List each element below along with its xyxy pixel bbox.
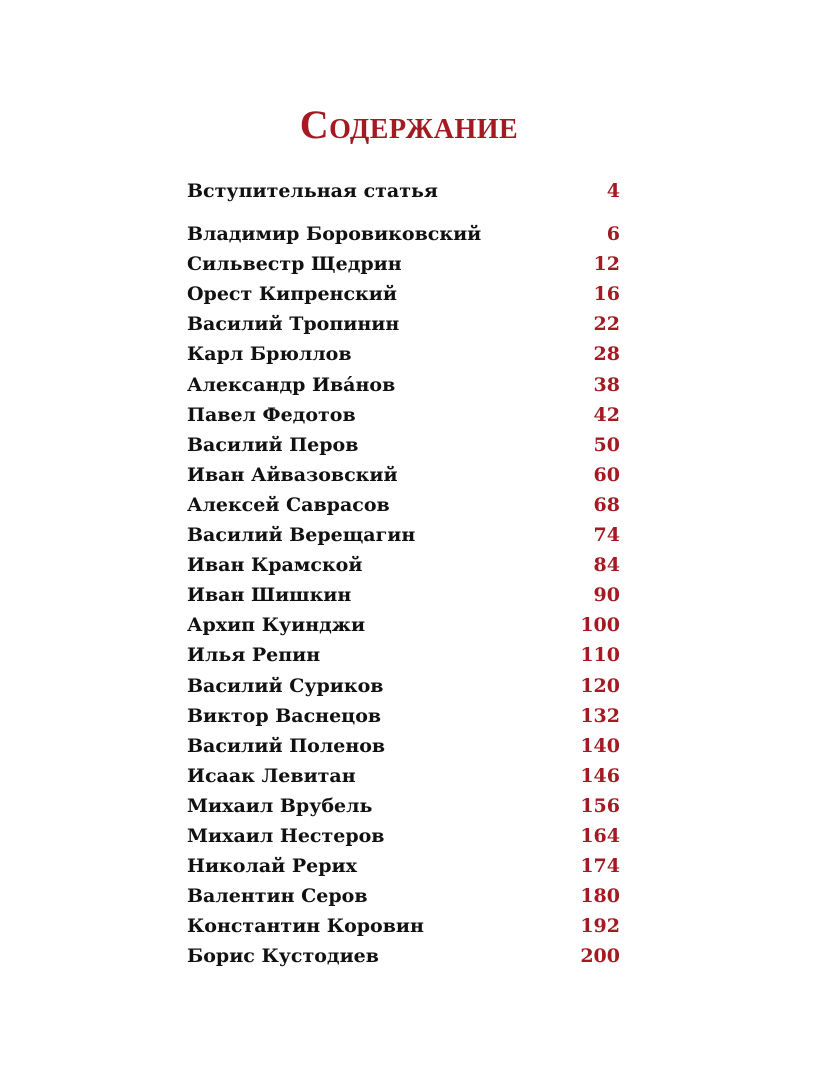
toc-entry-title: Борис Кустодиев <box>187 945 379 968</box>
toc-entry-page-number: 156 <box>580 794 620 817</box>
toc-entry-title: Илья Репин <box>187 644 321 667</box>
toc-entry-page-number: 16 <box>593 283 620 306</box>
toc-entry[interactable] <box>187 851 620 881</box>
toc-entry-page-number: 140 <box>580 734 620 757</box>
toc-entry-page-number: 164 <box>580 824 620 847</box>
toc-entry[interactable] <box>187 370 620 400</box>
toc-entry-title: Василий Тропинин <box>187 313 400 336</box>
toc-entry[interactable] <box>187 430 620 460</box>
toc-entry[interactable] <box>187 309 620 339</box>
toc-entry[interactable] <box>187 791 620 821</box>
toc-entry-title: Вступительная статья <box>187 180 438 202</box>
toc-entry-page-number: 42 <box>593 403 620 426</box>
toc-entry[interactable] <box>187 550 620 580</box>
toc-entry-title: Василий Суриков <box>187 674 384 697</box>
toc-entry-page-number: 50 <box>593 433 620 456</box>
toc-entry-page-number: 110 <box>580 644 620 667</box>
toc-entry[interactable] <box>187 339 620 369</box>
toc-entry[interactable] <box>187 460 620 490</box>
toc-entry-title: Исаак Левитан <box>187 764 356 787</box>
table-of-contents <box>187 176 620 971</box>
toc-entry[interactable] <box>187 821 620 851</box>
toc-entry[interactable] <box>187 731 620 761</box>
toc-entry-page-number: 192 <box>580 915 620 938</box>
page-title: Содержание <box>299 102 519 147</box>
toc-entry[interactable] <box>187 701 620 731</box>
toc-entry-title: Иван Крамской <box>187 554 363 577</box>
toc-entry[interactable] <box>187 941 620 971</box>
toc-entry[interactable] <box>187 400 620 430</box>
toc-entry-title: Василий Верещагин <box>187 524 416 547</box>
toc-entry[interactable] <box>187 219 620 249</box>
toc-entry-title: Виктор Васнецов <box>187 704 382 727</box>
toc-entry-title: Сильвестр Щедрин <box>187 253 402 276</box>
toc-entry-title: Николай Рерих <box>187 855 357 878</box>
toc-entry[interactable] <box>187 520 620 550</box>
toc-entry[interactable] <box>187 671 620 701</box>
toc-entry-page-number: 60 <box>593 463 620 486</box>
toc-entry[interactable] <box>187 640 620 670</box>
toc-entry-title: Василий Перов <box>187 433 359 456</box>
toc-entry-title: Михаил Врубель <box>187 794 373 817</box>
toc-entry-page-number: 22 <box>593 313 620 336</box>
toc-entry-title: Василий Поленов <box>187 734 386 757</box>
toc-entry-page-number: 38 <box>593 373 620 396</box>
toc-entry-page-number: 68 <box>593 493 620 516</box>
toc-entry-title: Владимир Боровиковский <box>187 223 482 246</box>
toc-entry-page-number: 4 <box>606 180 620 202</box>
toc-entry-title: Орест Кипренский <box>187 283 397 306</box>
toc-entry-title: Михаил Нестеров <box>187 824 385 847</box>
toc-entry-title: Павел Федотов <box>187 403 356 426</box>
toc-entry-page-number: 174 <box>580 855 620 878</box>
toc-entry[interactable] <box>187 279 620 309</box>
toc-entry-page-number: 120 <box>580 674 620 697</box>
toc-entry-page-number: 84 <box>593 554 620 577</box>
toc-entry-page-number: 28 <box>593 343 620 366</box>
toc-entry[interactable] <box>187 490 620 520</box>
toc-entry[interactable] <box>187 911 620 941</box>
toc-entry-page-number: 12 <box>593 253 620 276</box>
toc-entry[interactable] <box>187 761 620 791</box>
toc-entry-page-number: 90 <box>593 584 620 607</box>
toc-entry[interactable] <box>187 580 620 610</box>
toc-entry-title: Константин Коровин <box>187 915 424 938</box>
toc-entry-page-number: 6 <box>606 223 620 246</box>
toc-entry-page-number: 180 <box>580 885 620 908</box>
toc-entry-page-number: 200 <box>580 945 620 968</box>
toc-entry-title: Валентин Серов <box>187 885 368 908</box>
toc-entry[interactable] <box>187 610 620 640</box>
toc-entry[interactable] <box>187 881 620 911</box>
toc-entry-page-number: 74 <box>593 524 620 547</box>
toc-entry-title: Алексей Саврасов <box>187 493 390 516</box>
toc-entry-page-number: 146 <box>580 764 620 787</box>
toc-entry-page-number: 132 <box>580 704 620 727</box>
toc-entry-title: Архип Куинджи <box>187 614 366 637</box>
toc-entry-page-number: 100 <box>580 614 620 637</box>
toc-entry-title: Иван Шишкин <box>187 584 352 607</box>
toc-entry-title: Александр Ива́нов <box>187 373 396 396</box>
toc-entry-title: Иван Айвазовский <box>187 463 398 486</box>
toc-entry[interactable] <box>187 249 620 279</box>
toc-entry-title: Карл Брюллов <box>187 343 352 366</box>
toc-entry-intro[interactable] <box>187 176 620 206</box>
